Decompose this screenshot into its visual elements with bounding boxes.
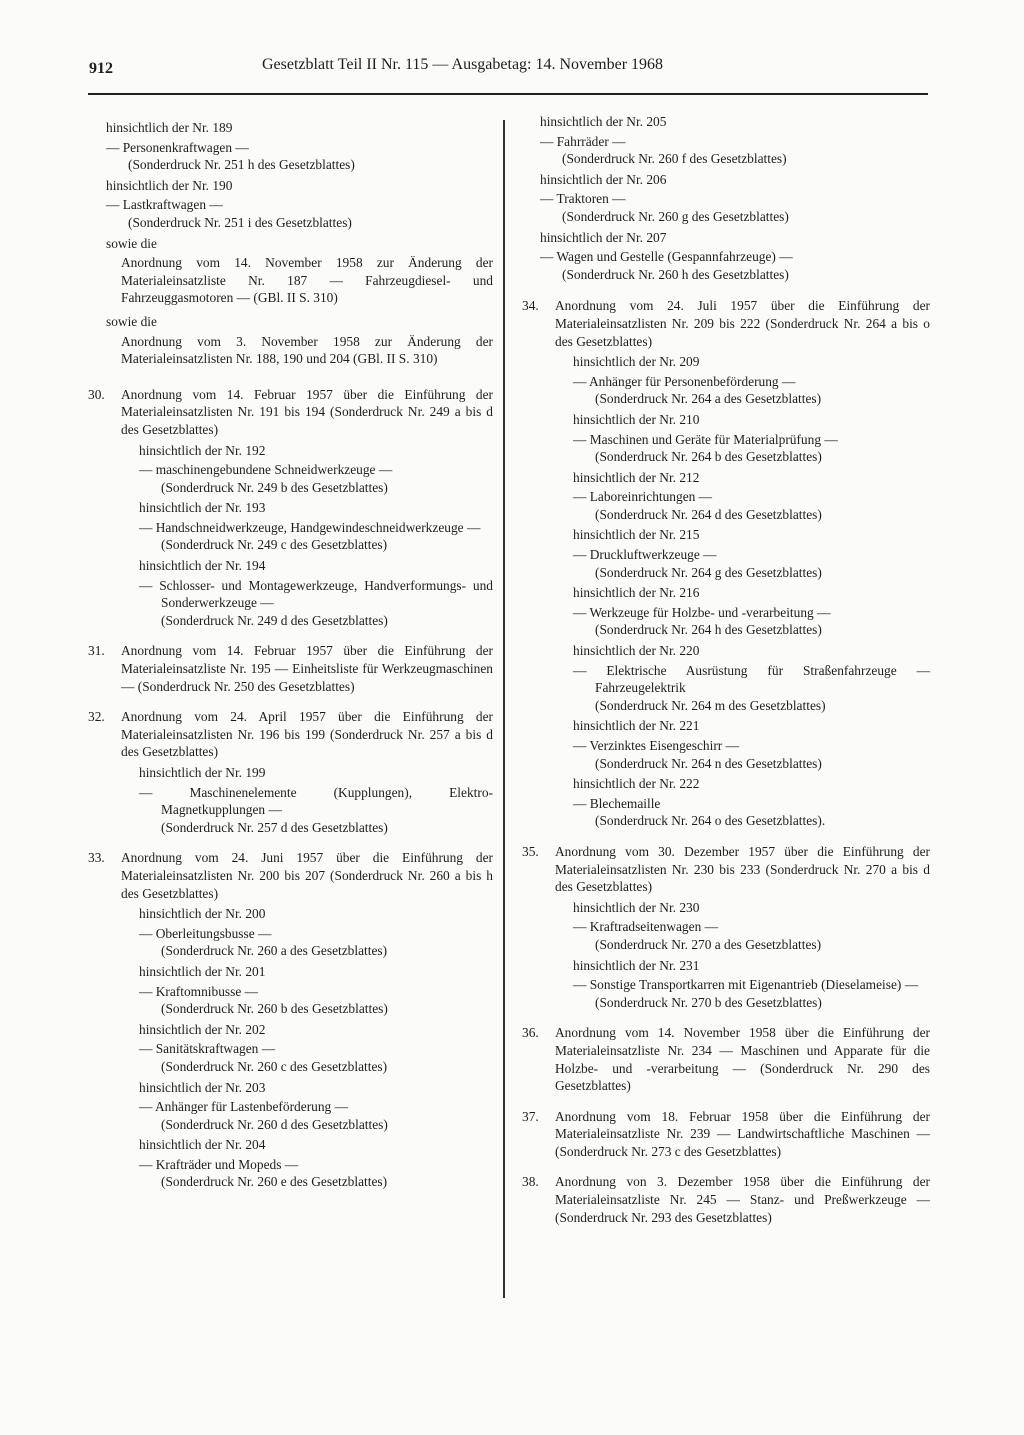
- sub-reference: (Sonderdruck Nr. 264 g des Gesetzblattes): [595, 564, 822, 580]
- entry-text: Anordnung vom 24. Juli 1957 über die Einführung der Materialeinsatzlisten Nr. 209 bis 222 (Sonderdruck Nr. 264 a bis o des Gesetzblattes): [555, 298, 930, 349]
- sub-item: — Blechemaille: [573, 795, 661, 811]
- sub-entry: [540, 229, 930, 284]
- sub-reference: (Sonderdruck Nr. 249 b des Gesetzblattes): [161, 479, 388, 495]
- sub-label: hinsichtlich der Nr. 230: [573, 899, 700, 915]
- sub-reference: (Sonderdruck Nr. 264 h des Gesetzblattes): [595, 622, 822, 638]
- entry-text: Anordnung vom 14. Februar 1957 über die Einführung der Materialeinsatzlisten Nr. 191 bis 194 (Sonderdruck Nr. 249 a bis d des Gesetzblattes): [121, 386, 493, 437]
- sub-label: hinsichtlich der Nr. 190: [106, 177, 233, 193]
- numbered-entry: [522, 1108, 930, 1161]
- sub-reference: (Sonderdruck Nr. 264 d des Gesetzblattes): [595, 506, 822, 522]
- sub-label: hinsichtlich der Nr. 193: [139, 500, 266, 516]
- entry-text: Anordnung vom 14. November 1958 über die Einführung der Materialeinsatzliste Nr. 234 — Maschinen und Apparate für die Holzbe- und -verarbeitung — (Sonderdruck Nr. 290 des Gesetzblattes): [555, 1025, 930, 1094]
- entry-subitems: [121, 442, 493, 630]
- right-entries: [522, 297, 930, 1226]
- header-rule: [88, 93, 928, 95]
- sub-label: hinsichtlich der Nr. 215: [573, 527, 700, 543]
- sub-item: — Elektrische Ausrüstung für Straßenfahrzeuge — Fahrzeugelektrik: [573, 662, 930, 696]
- sub-item: — Wagen und Gestelle (Gespannfahrzeuge) —: [540, 249, 793, 265]
- sub-reference: (Sonderdruck Nr. 260 f des Gesetzblattes): [562, 151, 787, 167]
- sub-reference: (Sonderdruck Nr. 251 i des Gesetzblattes): [128, 214, 352, 230]
- sub-reference: (Sonderdruck Nr. 260 e des Gesetzblattes): [161, 1174, 388, 1190]
- sub-item: — Laboreinrichtungen —: [573, 489, 713, 505]
- numbered-entry: [522, 297, 930, 830]
- numbered-entry: [522, 843, 930, 1011]
- sub-reference: (Sonderdruck Nr. 260 a des Gesetzblattes): [161, 943, 388, 959]
- sub-label: hinsichtlich der Nr. 189: [106, 120, 233, 135]
- sub-reference: (Sonderdruck Nr. 264 o des Gesetzblattes).: [595, 813, 826, 829]
- sub-item: — Sanitätskraftwagen —: [139, 1041, 276, 1057]
- sub-reference: (Sonderdruck Nr. 260 h des Gesetzblattes): [562, 266, 789, 282]
- sub-item: — Druckluftwerkzeuge —: [573, 547, 717, 563]
- sub-item: — Maschinen und Geräte für Materialprüfung —: [573, 431, 838, 447]
- sub-item: — Fahrräder —: [540, 133, 626, 149]
- sub-entry: [573, 469, 930, 524]
- sub-label: hinsichtlich der Nr. 201: [139, 963, 266, 979]
- sub-entry: [573, 526, 930, 581]
- sub-entry: [573, 642, 930, 714]
- numbered-entry: [88, 642, 493, 695]
- sub-entry: [139, 1021, 493, 1076]
- entry-number: 33.: [88, 850, 105, 866]
- sub-entry: [573, 411, 930, 466]
- sub-item: — Personenkraftwagen —: [106, 139, 249, 155]
- sub-label: hinsichtlich der Nr. 212: [573, 469, 700, 485]
- sub-reference: (Sonderdruck Nr. 264 m des Gesetzblattes): [595, 697, 826, 713]
- entry-number: 34.: [522, 298, 539, 314]
- sub-entry: [139, 1079, 493, 1134]
- entry-number: 36.: [522, 1025, 539, 1041]
- sub-label: hinsichtlich der Nr. 194: [139, 558, 266, 574]
- left-entries: [88, 386, 493, 1191]
- sub-item: — Sonstige Transportkarren mit Eigenantrieb (Dieselameise) —: [573, 977, 919, 993]
- sub-item: — Krafträder und Mopeds —: [139, 1156, 299, 1172]
- entry-subitems: [121, 905, 493, 1191]
- numbered-entry: [522, 1173, 930, 1226]
- sub-item: — maschinengebundene Schneidwerkzeuge —: [139, 462, 393, 478]
- entry-text: Anordnung vom 24. April 1957 über die Einführung der Materialeinsatzlisten Nr. 196 bis 199 (Sonderdruck Nr. 257 a bis d des Gesetzblattes): [121, 709, 493, 760]
- sub-label: hinsichtlich der Nr. 205: [540, 114, 667, 129]
- sub-reference: (Sonderdruck Nr. 260 d des Gesetzblattes): [161, 1116, 388, 1132]
- left-carryover: [88, 119, 493, 232]
- sub-label: hinsichtlich der Nr. 222: [573, 776, 700, 792]
- entry-number: 32.: [88, 709, 105, 725]
- sub-entry: [573, 584, 930, 639]
- entry-subitems: [555, 899, 930, 1012]
- column-divider: [503, 120, 505, 1298]
- sowie-line: sowie die: [106, 235, 157, 251]
- sub-item: — Traktoren —: [540, 191, 626, 207]
- sub-item: — Maschinenelemente (Kupplungen), Elektro-Magnetkupplungen —: [139, 784, 493, 818]
- sub-entry: [139, 442, 493, 497]
- sub-entry: [106, 119, 493, 174]
- right-carryover: [522, 113, 930, 283]
- sub-entry: [540, 171, 930, 226]
- sub-item: — Verzinktes Eisengeschirr —: [573, 738, 739, 753]
- sub-label: hinsichtlich der Nr. 220: [573, 643, 700, 659]
- sub-label: hinsichtlich der Nr. 192: [139, 442, 266, 458]
- sub-item: — Kraftomnibusse —: [139, 983, 259, 999]
- sub-label: hinsichtlich der Nr. 202: [139, 1021, 266, 1037]
- entry-text: Anordnung vom 30. Dezember 1957 über die Einführung der Materialeinsatzlisten Nr. 230 bis 233 (Sonderdruck Nr. 270 a bis d des Gesetzblattes): [555, 843, 930, 895]
- entry-text: Anordnung vom 18. Februar 1958 über die Einführung der Materialeinsatzliste Nr. 239 — Landwirtschaftliche Maschinen — (Sonderdruck Nr. 273 c des Gesetzblattes): [555, 1108, 930, 1159]
- sub-entry: [540, 113, 930, 168]
- numbered-entry: [88, 849, 493, 1191]
- sub-reference: (Sonderdruck Nr. 270 b des Gesetzblattes): [595, 994, 822, 1010]
- sub-item: — Werkzeuge für Holzbe- und -verarbeitung —: [573, 604, 831, 620]
- sub-reference: (Sonderdruck Nr. 257 d des Gesetzblattes): [161, 819, 388, 835]
- sub-reference: (Sonderdruck Nr. 260 b des Gesetzblattes): [161, 1001, 388, 1017]
- entry-text: Anordnung vom 14. Februar 1957 über die Einführung der Materialeinsatzliste Nr. 195 — Einheitsliste für Werkzeugmaschinen — (Sonderdruck Nr. 250 des Gesetzblattes): [121, 643, 493, 694]
- entry-number: 35.: [522, 843, 539, 859]
- sub-label: hinsichtlich der Nr. 210: [573, 411, 700, 427]
- sub-label: hinsichtlich der Nr. 216: [573, 585, 700, 601]
- anordnung-paragraph: Anordnung vom 3. November 1958 zur Änderung der Materialeinsatzlisten Nr. 188, 190 und 204 (GBl. II S. 310): [121, 333, 493, 367]
- anordnung-paragraph: Anordnung vom 14. November 1958 zur Änderung der Materialeinsatzliste Nr. 187 — Fahrzeugdiesel- und Fahrzeuggasmotoren — (GBl. II S. 310): [121, 255, 493, 306]
- entry-subitems: [121, 764, 493, 836]
- sub-item: — Anhänger für Lastenbeförderung —: [139, 1099, 348, 1115]
- right-column: [522, 113, 930, 1239]
- entry-number: 37.: [522, 1108, 539, 1124]
- sub-label: hinsichtlich der Nr. 209: [573, 354, 700, 370]
- sub-entry: [139, 499, 493, 554]
- entry-subitems: [555, 353, 930, 830]
- page-number: 912: [89, 60, 113, 77]
- entry-number: 38.: [522, 1174, 539, 1190]
- entry-number: 30.: [88, 386, 105, 402]
- sub-reference: (Sonderdruck Nr. 249 d des Gesetzblattes): [161, 612, 388, 628]
- sub-entry: [573, 353, 930, 408]
- sub-label: hinsichtlich der Nr. 221: [573, 718, 700, 734]
- sub-reference: (Sonderdruck Nr. 270 a des Gesetzblattes): [595, 936, 822, 952]
- sub-reference: (Sonderdruck Nr. 264 a des Gesetzblattes): [595, 391, 822, 407]
- entry-number: 31.: [88, 643, 105, 659]
- sub-reference: (Sonderdruck Nr. 264 n des Gesetzblattes): [595, 755, 822, 771]
- sub-label: hinsichtlich der Nr. 199: [139, 765, 266, 780]
- sub-reference: (Sonderdruck Nr. 251 h des Gesetzblattes): [128, 157, 355, 173]
- sub-item: — Kraftradseitenwagen —: [573, 919, 719, 935]
- sub-label: hinsichtlich der Nr. 203: [139, 1079, 266, 1095]
- sub-entry: [573, 899, 930, 954]
- sub-entry: [573, 775, 930, 830]
- sub-label: hinsichtlich der Nr. 204: [139, 1137, 266, 1153]
- sub-reference: (Sonderdruck Nr. 264 b des Gesetzblattes): [595, 449, 822, 465]
- sub-label: hinsichtlich der Nr. 206: [540, 171, 667, 187]
- sub-reference: (Sonderdruck Nr. 249 c des Gesetzblattes): [161, 537, 388, 553]
- sowie-line: sowie die: [106, 313, 157, 329]
- numbered-entry: [88, 708, 493, 836]
- sub-label: hinsichtlich der Nr. 231: [573, 957, 700, 973]
- entry-text: Anordnung von 3. Dezember 1958 über die Einführung der Materialeinsatzliste Nr. 245 — Stanz- und Preßwerkzeuge — (Sonderdruck Nr. 293 des Gesetzblattes): [555, 1174, 930, 1225]
- sub-entry: [139, 1136, 493, 1191]
- sub-reference: (Sonderdruck Nr. 260 g des Gesetzblattes): [562, 208, 789, 224]
- sub-item: — Lastkraftwagen —: [106, 197, 223, 213]
- sub-entry: [139, 905, 493, 960]
- sub-label: hinsichtlich der Nr. 200: [139, 906, 266, 922]
- sub-entry: [139, 557, 493, 629]
- running-head: Gesetzblatt Teil II Nr. 115 — Ausgabetag: 14. November 1968: [262, 56, 664, 73]
- sub-entry: [139, 963, 493, 1018]
- left-column: [88, 119, 493, 1204]
- sub-entry: [139, 764, 493, 836]
- numbered-entry: [522, 1024, 930, 1094]
- sub-item: — Handschneidwerkzeuge, Handgewindeschneidwerkzeuge —: [139, 519, 481, 535]
- sub-item: — Anhänger für Personenbeförderung —: [573, 373, 796, 389]
- sub-entry: [573, 957, 930, 1012]
- sub-label: hinsichtlich der Nr. 207: [540, 229, 667, 245]
- sub-reference: (Sonderdruck Nr. 260 c des Gesetzblattes): [161, 1058, 388, 1074]
- numbered-entry: [88, 386, 493, 630]
- sub-entry: [573, 717, 930, 772]
- sub-item: — Schlosser- und Montagewerkzeuge, Handverformungs- und Sonderwerkzeuge —: [139, 577, 493, 611]
- sub-entry: [106, 177, 493, 232]
- entry-text: Anordnung vom 24. Juni 1957 über die Einführung der Materialeinsatzlisten Nr. 200 bis 207 (Sonderdruck Nr. 260 a bis h des Gesetzblattes): [121, 850, 493, 901]
- sub-item: — Oberleitungsbusse —: [139, 925, 272, 941]
